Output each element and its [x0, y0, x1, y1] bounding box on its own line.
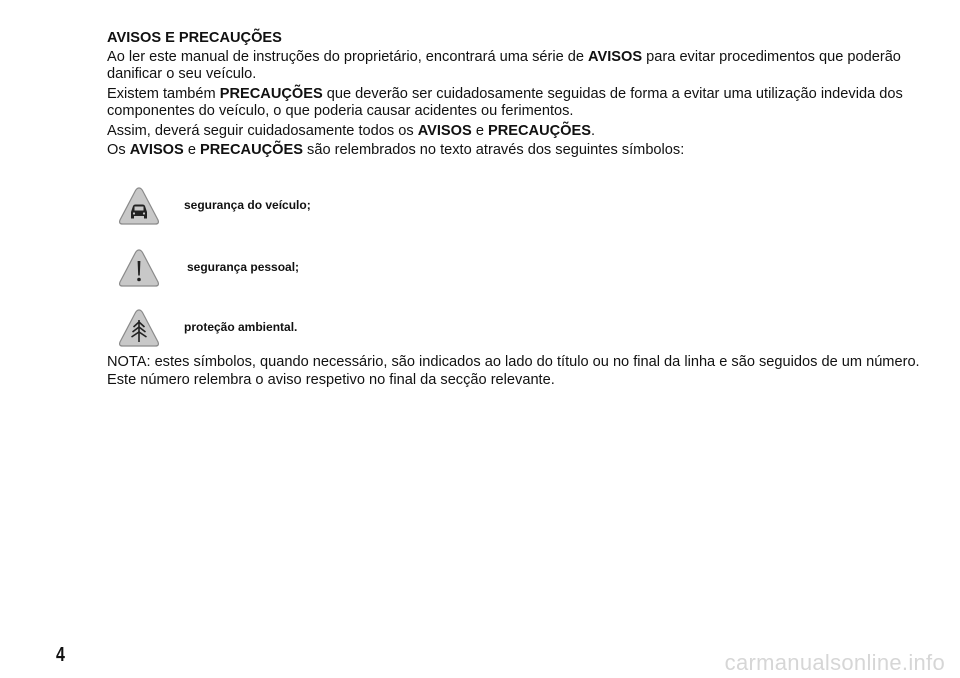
text: Ao ler este manual de instruções do proprietário, encontrará uma série de — [107, 48, 589, 65]
text: Assim, deverá seguir cuidadosamente todos os — [107, 122, 418, 139]
bold-term: AVISOS — [129, 142, 184, 158]
page-number: 4 — [56, 644, 65, 666]
paragraph-follow — [107, 123, 907, 141]
bold-term: PRECAUÇÕES — [200, 142, 303, 158]
watermark: carmanualsonline.info — [724, 650, 945, 675]
paragraph-symbols — [107, 142, 907, 160]
section-heading: AVISOS E PRECAUÇÕES — [107, 30, 282, 46]
text: . — [590, 122, 596, 139]
symbol-vehicle-safety — [117, 186, 417, 226]
text: são relembrados no texto através dos seguintes símbolos: — [303, 142, 685, 158]
bold-term: AVISOS — [588, 48, 643, 65]
symbol-label: segurança pessoal; — [187, 260, 300, 274]
bold-term: AVISOS — [417, 122, 472, 139]
symbol-label: proteção ambiental. — [184, 320, 298, 334]
note-paragraph: NOTA: estes símbolos, quando necessário, são indicados ao lado do título ou no final da linha e são seguidos de um número. Este número relembra o aviso respetivo no final da secção relevante. — [107, 354, 920, 388]
bold-term: PRECAUÇÕES — [219, 85, 323, 102]
text: e — [183, 142, 201, 158]
text: que deverão ser cuidadosamente seguidas de forma a evitar uma utilização indevida dos componentes do veículo, o que poderia causar acidentes ou ferimentos. — [107, 85, 903, 119]
symbol-environment — [117, 308, 417, 348]
symbol-personal-safety — [117, 248, 417, 288]
bold-term: PRECAUÇÕES — [488, 122, 591, 139]
paragraph-precautions — [107, 86, 907, 121]
main-content — [107, 30, 907, 160]
paragraph-intro — [107, 49, 907, 84]
text: e — [471, 122, 488, 139]
tree-warning-icon — [117, 308, 161, 348]
text: Os — [107, 142, 130, 158]
symbol-label: segurança do veículo; — [184, 198, 311, 212]
exclamation-warning-icon — [117, 248, 161, 288]
text: para evitar procedimentos que poderão danificar o seu veículo. — [107, 48, 901, 82]
text: Existem também — [107, 85, 220, 102]
car-warning-icon — [117, 186, 161, 226]
